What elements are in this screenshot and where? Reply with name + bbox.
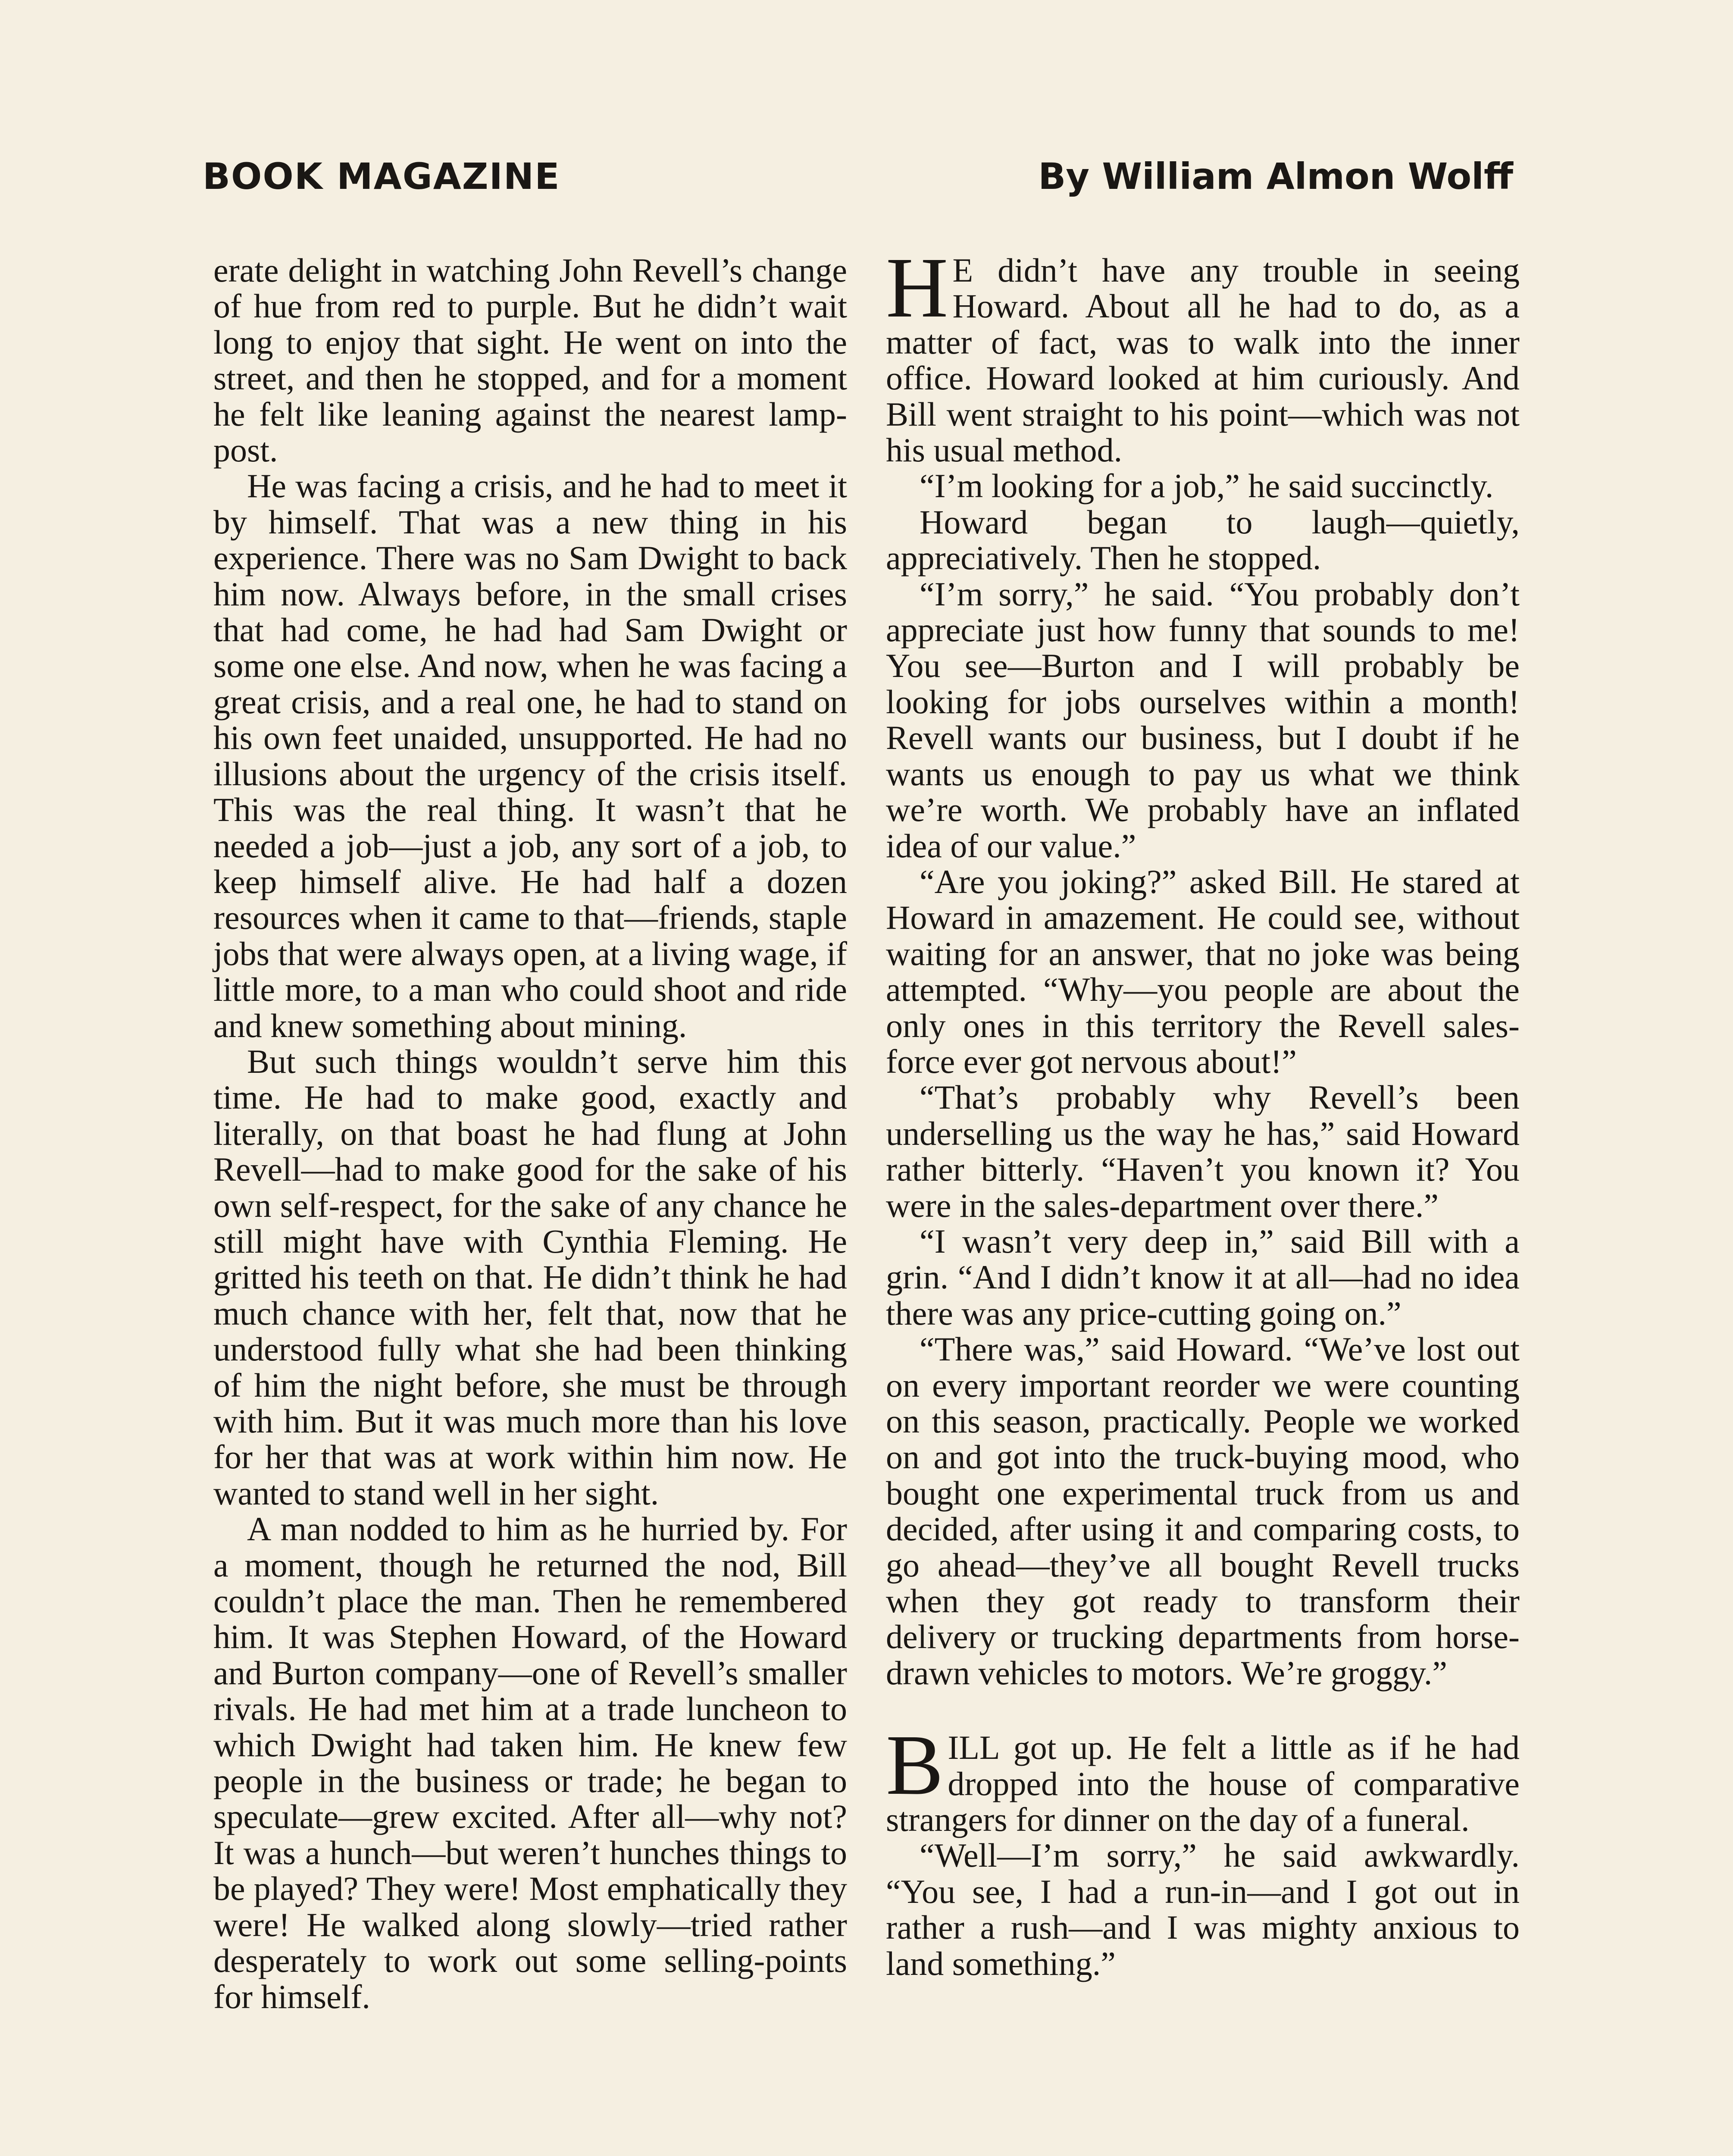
right-column	[886, 240, 1520, 1982]
paragraph: erate delight in watching John Revell’s change of hue from red to purple. But he didn’t wait long to enjoy that sight. He went on into the street, and then he stopped, and for a moment he felt like leaning against the nearest lamp-post.	[213, 251, 847, 469]
byline: By William Almon Wolff	[1038, 155, 1513, 197]
paragraph: “There was,” said Howard. “We’ve lost out on every important reorder we were counting on this season, practically. People we worked on and got into the truck-buying mood, who bought one experimental truck from us and decided, after using it and comparing costs, to go ahead—they’ve all bought Revell trucks when they got ready to transform their delivery or trucking departments from horse-drawn vehicles to motors. We’re groggy.”	[886, 1330, 1520, 1692]
paragraph: “I’m looking for a job,” he said succinctly.	[920, 467, 1494, 505]
paragraph: “I’m sorry,” he said. “You probably don’t appreciate just how funny that sounds to me! You see—Burton and I will probably be looking for jobs ourselves within a month! Revell wants our business, but I doubt if he wants us enough to pay us what we think we’re worth. We probably have an inflated idea of our value.”	[886, 575, 1520, 865]
drop-cap: B	[886, 1717, 944, 1813]
paragraph: A man nodded to him as he hurried by. For a moment, though he returned the nod, Bill couldn’t place the man. Then he remembered him. It was Stephen Howard, of the Howard and Burton company—one of Revell’s smaller rivals. He had met him at a trade luncheon to which Dwight had taken him. He knew few people in the business or trade; he began to speculate—grew excited. After all—why not? It was a hunch—but weren’t hunches things to be played? They were! Most emphatically they were! He walked along slowly—tried rather desperately to work out some selling-points for himself.	[213, 1510, 847, 2015]
paragraph: “That’s probably why Revell’s been underselling us the way he has,” said Howard rather bitterly. “Haven’t you known it? You were in the sales-department over there.”	[886, 1078, 1520, 1224]
drop-cap: H	[886, 240, 948, 335]
paragraph: “I wasn’t very deep in,” said Bill with a grin. “And I didn’t know it at all—had no idea there was any price-cutting going on.”	[886, 1222, 1520, 1332]
paragraph: Howard began to laugh—quietly, appreciatively. Then he stopped.	[886, 503, 1520, 577]
paragraph-text: ILL got up. He felt a little as if he had dropped into the house of comparative strangers for dinner on the day of a funeral.	[886, 1729, 1520, 1839]
left-column	[213, 252, 847, 2015]
paragraph: “Well—I’m sorry,” he said awkwardly. “You see, I had a run-in—and I got out in rather a rush—and I was mighty anxious to land something.”	[886, 1836, 1520, 1982]
paragraph-text: E didn’t have any trouble in seeing Howard. About all he had to do, as a matter of fact, was to walk into the inner office. Howard looked at him curiously. And Bill went straight to his point—which was not his usual method.	[886, 251, 1520, 469]
paragraph: “Are you joking?” asked Bill. He stared at Howard in amazement. He could see, without waiting for an answer, that no joke was being attempted. “Why—you people are about the only ones in this territory the Revell sales-force ever got nervous about!”	[886, 862, 1520, 1080]
section-opening-paragraph	[886, 1717, 1520, 1839]
magazine-title: BOOK MAGAZINE	[203, 155, 560, 197]
section-opening-paragraph	[886, 240, 1520, 469]
paragraph: But such things wouldn’t serve him this time. He had to make good, exactly and literally, on that boast he had flung at John Revell—had to make good for the sake of his own self-respect, for the sake of any chance he still might have with Cynthia Fleming. He gritted his teeth on that. He didn’t think he had much chance with her, felt that, now that he understood fully what she had been thinking of him the night before, she must be through with him. But it was much more than his love for her that was at work within him now. He wanted to stand well in her sight.	[213, 1042, 847, 1512]
paragraph: He was facing a crisis, and he had to meet it by himself. That was a new thing in his experience. There was no Sam Dwight to back him now. Always before, in the small crises that had come, he had had Sam Dwight or some one else. And now, when he was facing a great crisis, and a real one, he had to stand on his own feet unaided, unsupported. He had no illusions about the urgency of the crisis itself. This was the real thing. It wasn’t that he needed a job—just a job, any sort of a job, to keep himself alive. He had half a dozen resources when it came to that—friends, staple jobs that were always open, at a living wage, if little more, to a man who could shoot and ride and knew something about mining.	[213, 467, 847, 1044]
